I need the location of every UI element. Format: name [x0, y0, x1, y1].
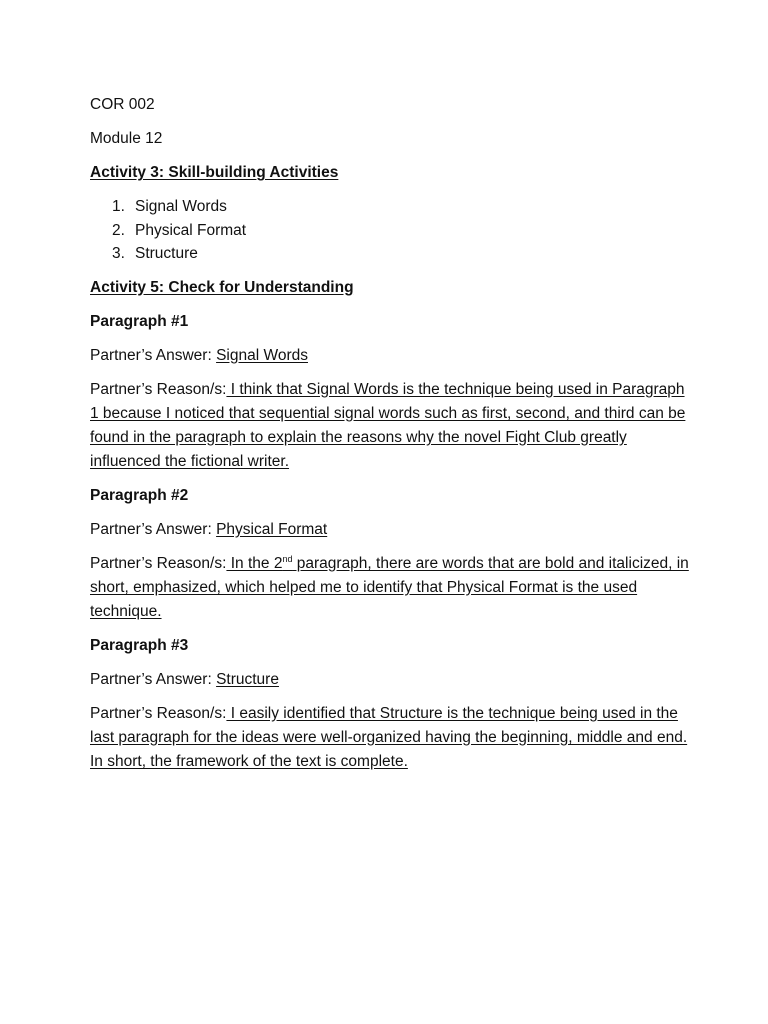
paragraph-2-heading: Paragraph #2 [90, 486, 189, 504]
document-body [90, 93, 690, 784]
paragraph-1-reason [90, 378, 690, 474]
list-item-label: Physical Format [135, 221, 247, 239]
ordinal-superscript: nd [282, 553, 293, 564]
answer-value: Structure [216, 670, 279, 688]
reason-label: Partner’s Reason/s: [90, 704, 227, 722]
list-item-number: 3. [112, 245, 125, 262]
list-item [90, 195, 690, 219]
reason-text: I easily identified that Structure is the technique being used in the last paragraph for the ideas were well-organized having the beginning, middle and end. In short, the framework of the text is complete. [90, 704, 688, 770]
reason-text-end: paragraph, there are words that are bold and italicized, in short, emphasized, which helped me to identify that Physical Format is the used technique. [90, 554, 689, 620]
course-code: COR 002 [90, 96, 155, 113]
list-item [90, 242, 690, 266]
paragraph-3-answer [90, 668, 690, 692]
activity-3-heading: Activity 3: Skill-building Activities [90, 164, 339, 181]
reason-text: I think that Signal Words is the technique being used in Paragraph 1 because I noticed that sequential signal words such as first, second, and third can be found in the paragraph to explain the reasons why the novel Fight Club greatly influenced the fictional writer. [90, 380, 686, 470]
answer-value: Signal Words [216, 346, 308, 364]
list-item-label: Structure [135, 245, 198, 262]
answer-label: Partner’s Answer: [90, 670, 217, 688]
module-label: Module 12 [90, 130, 163, 147]
paragraph-3-heading: Paragraph #3 [90, 636, 189, 654]
reason-label: Partner’s Reason/s: [90, 380, 227, 398]
reason-label: Partner’s Reason/s: [90, 554, 227, 572]
list-item [90, 219, 690, 243]
paragraph-2-reason [90, 552, 690, 624]
list-item-number: 1. [112, 198, 125, 215]
activity-3-list [90, 195, 690, 266]
answer-label: Partner’s Answer: [90, 346, 217, 364]
paragraph-3-reason [90, 702, 690, 774]
list-item-number: 2. [112, 221, 125, 239]
answer-value: Physical Format [216, 520, 328, 538]
paragraph-1-heading: Paragraph #1 [90, 312, 189, 330]
list-item-label: Signal Words [135, 198, 227, 215]
paragraph-2-answer [90, 518, 690, 542]
reason-text-start: In the 2 [226, 554, 283, 572]
activity-5-heading: Activity 5: Check for Understanding [90, 278, 354, 296]
paragraph-1-answer [90, 344, 690, 368]
answer-label: Partner’s Answer: [90, 520, 217, 538]
